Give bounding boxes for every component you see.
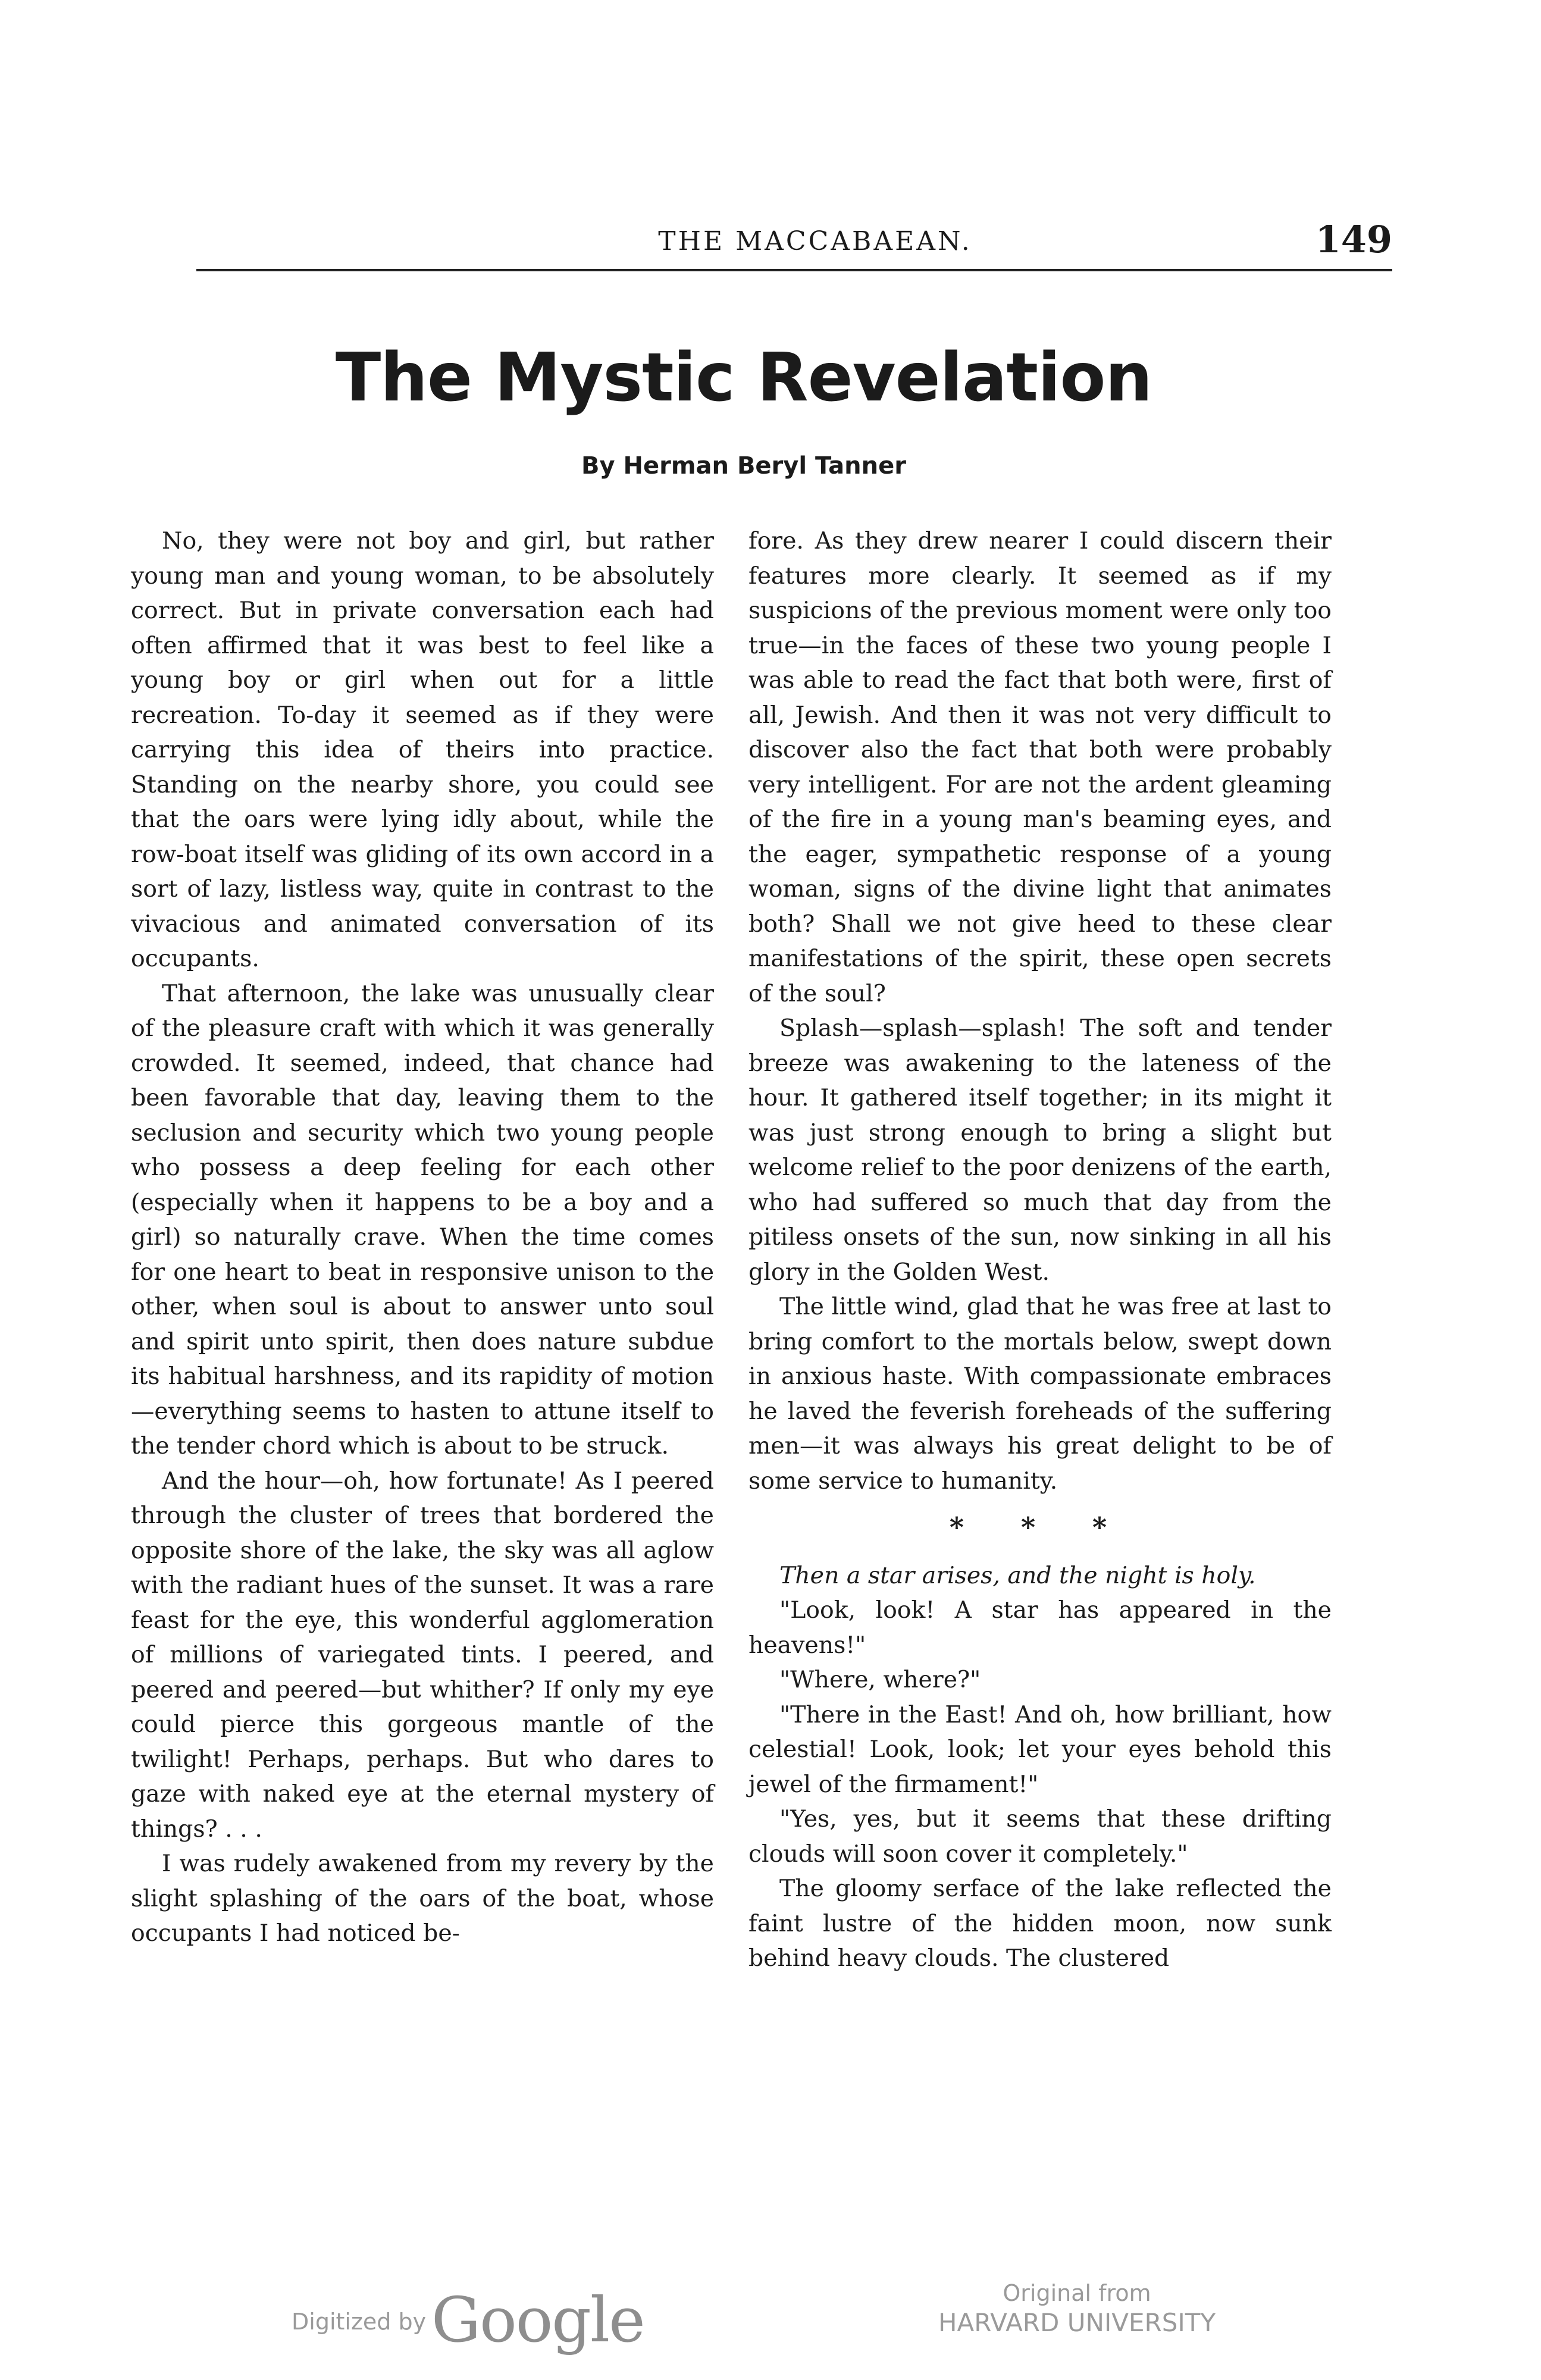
right-column — [748, 524, 1332, 1976]
paragraph: The gloomy serface of the lake reflected the faint lustre of the hidden moon, now sunk behind heavy clouds. The clustered — [748, 1875, 1332, 1972]
original-from-label: Original from — [1003, 2280, 1151, 2306]
institution-label: HARVARD UNIVERSITY — [938, 2308, 1216, 2337]
paragraph: That afternoon, the lake was unusually clear of the pleasure craft with which it was generally crowded. It seemed, indeed, that chance had been favorable that day, leaving them to the seclusion and security which two young people who possess a deep feeling for each other (especially when it happens to be a boy and a girl) so naturally crave. When the time comes for one heart to beat in responsive unison to the other, when soul is about to answer unto soul and spirit unto spirit, then does nature subdue its habitual harshness, and its rapidity of motion—everything seems to hasten to attune itself to the tender chord which is about to be struck. — [131, 979, 714, 1460]
google-logo: Google — [431, 2284, 644, 2356]
paragraph: Splash—splash—splash! The soft and tender breeze was awakening to the lateness of the hour. It gathered itself together; in its might it was just strong enough to bring a slight but welcome relief to the poor denizens of the earth, who had suffered so much that day from the pitiless onsets of the sun, now sinking in all his glory in the Golden West. — [748, 1014, 1332, 1286]
page-number: 149 — [1315, 218, 1392, 261]
paragraph: "There in the East! And oh, how brilliant, how celestial! Look, look; let your eyes behold this jewel of the firmament!" — [748, 1701, 1332, 1798]
italic-line: Then a star arises, and the night is holy. — [779, 1561, 1256, 1589]
source-watermark — [928, 2279, 1226, 2338]
running-head: THE MACCABAEAN. — [658, 226, 972, 256]
digitized-by-watermark — [292, 2273, 649, 2356]
paragraph: No, they were not boy and girl, but rather young man and young woman, to be absolutely correct. But in private conversation each had often affirmed that it was best to feel like a young boy or girl when out for a little recreation. To-day it seemed as if they were carrying this idea of theirs into practice. Standing on the nearby shore, you could see that the oars were lying idly about, while the row-boat itself was gliding of its own accord in a sort of lazy, listless way, quite in contrast to the vivacious and animated conversation of its occupants. — [131, 527, 714, 972]
section-separator: * * * — [949, 1511, 1131, 1543]
paragraph: The little wind, glad that he was free at last to bring comfort to the mortals below, swept down in anxious haste. With compassionate embraces he laved the feverish foreheads of the suffering men—it was always his great delight to be of some service to humanity. — [748, 1293, 1332, 1495]
article-title: The Mystic Revelation — [335, 339, 1152, 416]
left-column — [131, 524, 714, 1951]
paragraph: "Look, look! A star has appeared in the heavens!" — [748, 1596, 1332, 1659]
paragraph: "Yes, yes, but it seems that these drifting clouds will soon cover it completely." — [748, 1805, 1332, 1868]
header-rule — [196, 269, 1392, 271]
paragraph: fore. As they drew nearer I could discern their features more clearly. It seemed as if my suspicions of the previous moment were only too true—in the faces of these two young people I was able to read the fact that both were, first of all, Jewish. And then it was not very difficult to discover also the fact that both were probably very intelligent. For are not the ardent gleaming of the fire in a young man's beaming eyes, and the eager, sympathetic response of a young woman, signs of the divine light that animates both? Shall we not give heed to these clear manifestations of the spirit, these open secrets of the soul? — [748, 527, 1332, 1007]
paragraph: I was rudely awakened from my revery by the slight splashing of the oars of the boat, whose occupants I had noticed be- — [131, 1850, 714, 1947]
article-byline: By Herman Beryl Tanner — [581, 452, 906, 480]
paragraph: And the hour—oh, how fortunate! As I peered through the cluster of trees that bordered the opposite shore of the lake, the sky was all aglow with the radiant hues of the sunset. It was a rare feast for the eye, this wonderful agglomeration of millions of variegated tints. I peered, and peered and peered—but whither? If only my eye could pierce this gorgeous mantle of the twilight! Perhaps, perhaps. But who dares to gaze with naked eye at the eternal mystery of things? . . . — [131, 1467, 714, 1843]
page-header — [196, 218, 1392, 274]
paragraph: "Where, where?" — [779, 1666, 981, 1693]
digitized-by-label: Digitized by — [292, 2309, 427, 2335]
